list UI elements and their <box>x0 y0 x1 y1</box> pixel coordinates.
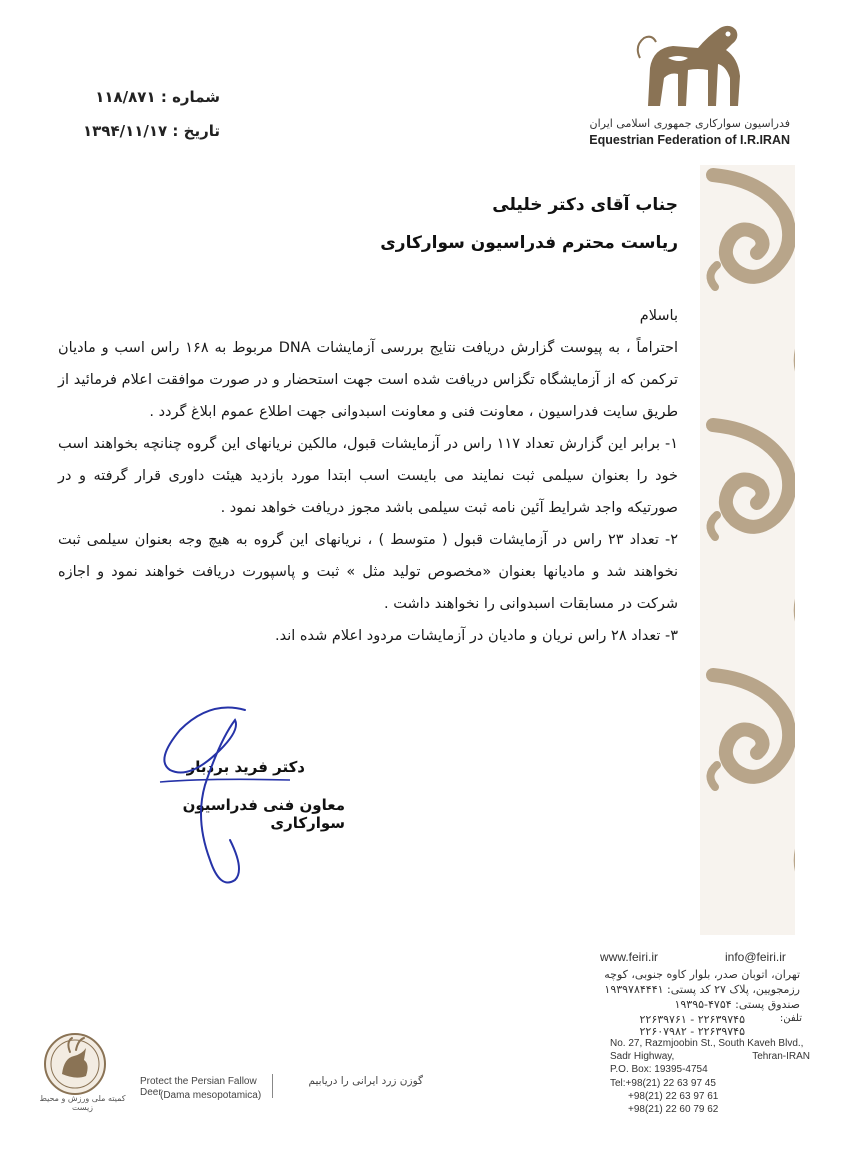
footer-divider <box>272 1074 273 1098</box>
deer-species-en: (Dama mesopotamica) <box>160 1090 262 1101</box>
deer-committee-caption: کمیته ملی ورزش و محیط زیست <box>39 1094 126 1112</box>
list-item: ۲- تعداد ۲۳ راس در آزمایشات قبول ( متوسط ) ، نریانهای این گروه به هیچ وجه بعنوان سیلمی ثبت نخواهند شد و مادیانها بعنوان «مخصوص تولید مثل » ثبت و پاسپورت دریافت خواهند نمود و اجازه شرکت در مسابقات اسبدوانی را نخواهند داشت . <box>58 532 679 612</box>
address-fa-line2: رزمجویین، پلاک ۲۷ کد پستی: ۱۹۳۹۷۸۴۴۴۱ <box>604 983 800 996</box>
deer-emblem-icon <box>40 1030 110 1102</box>
recipient-title: ریاست محترم فدراسیون سوارکاری <box>380 233 678 253</box>
tel-label-fa: تلفن: <box>779 1013 802 1024</box>
address-en-line1: No. 27, Razmjoobin St., South Kaveh Blvd., <box>610 1038 804 1049</box>
address-en-line2b: Tehran-IRAN <box>752 1051 810 1062</box>
letter-number: شماره : ۱۱۸/۸۷۱ <box>95 88 220 106</box>
phone-2: +98(21) 22 63 97 61 <box>628 1091 719 1102</box>
federation-horse-logo-icon <box>628 18 758 110</box>
signer-title: معاون فنی فدراسیون سوارکاری <box>182 796 345 832</box>
phone-3: +98(21) 22 60 79 62 <box>628 1104 719 1115</box>
phones-fa-2: ۲۲۶۰۷۹۸۲ - ۲۲۶۳۹۷۴۵ <box>639 1025 745 1038</box>
phones-fa: ۲۲۶۳۹۷۶۱ - ۲۲۶۳۹۷۴۵ <box>639 1013 745 1026</box>
deer-slogan-fa: گوزن زرد ایرانی را دریابیم <box>308 1075 423 1087</box>
signer-name: دکتر فرید بردبار <box>186 758 305 776</box>
recipient-name: جناب آقای دکتر خلیلی <box>492 195 678 215</box>
ornament-border-icon <box>700 165 795 935</box>
deer-slogan-en: Protect the Persian Fallow Deer <box>140 1076 257 1098</box>
greeting: باسلام <box>639 308 678 324</box>
address-en-line2a: Sadr Highway, <box>610 1051 675 1062</box>
list-item: ۱- برابر این گزارش تعداد ۱۱۷ راس در آزمایشات قبول، مالکین نریانهای این گروه چنانچه بخواهند اسب خود را بعنوان سیلمی ثبت نمایند می بایست اسب ابتدا مورد بازدید هیئت داوری قرار گرفته و در صورتیکه واجد شرایط آئین نامه ثبت سیلمی باشد مجوز دریافت خواهد نمود . <box>58 436 678 516</box>
federation-name-fa: فدراسیون سوارکاری جمهوری اسلامی ایران <box>589 117 790 130</box>
po-box-fa: صندوق پستی: ۴۷۵۴-۱۹۳۹۵ <box>674 998 800 1011</box>
letter-date: تاریخ : ۱۳۹۴/۱۱/۱۷ <box>83 122 220 140</box>
email-link[interactable]: info@feiri.ir <box>725 950 786 964</box>
website-link[interactable]: www.feiri.ir <box>600 950 659 964</box>
letter-body <box>58 300 678 652</box>
paragraph-intro: احتراماً ، به پیوست گزارش دریافت نتایج بررسی آزمایشات DNA مربوط به ۱۶۸ راس اسب و مادیان ترکمن که از آزمایشگاه تگزاس دریافت شده است جهت استحضار و در صورت موافقت اعلام فرمائید از طریق سایت فدراسیون ، معاونت فنی و معاونت اسبدوانی جهت اطلاع عموم ابلاغ گردد . <box>58 340 679 420</box>
po-box-en: P.O. Box: 19395-4754 <box>610 1064 708 1075</box>
list-item: ۳- تعداد ۲۸ راس نریان و مادیان در آزمایشات مردود اعلام شده اند. <box>274 628 678 644</box>
address-fa-line1: تهران، اتوبان صدر، بلوار کاوه جنوبی، کوچه <box>604 968 800 981</box>
handwritten-signature-icon <box>150 690 300 900</box>
federation-name-en: Equestrian Federation of I.R.IRAN <box>589 133 790 147</box>
phone-1: Tel:+98(21) 22 63 97 45 <box>610 1078 716 1089</box>
